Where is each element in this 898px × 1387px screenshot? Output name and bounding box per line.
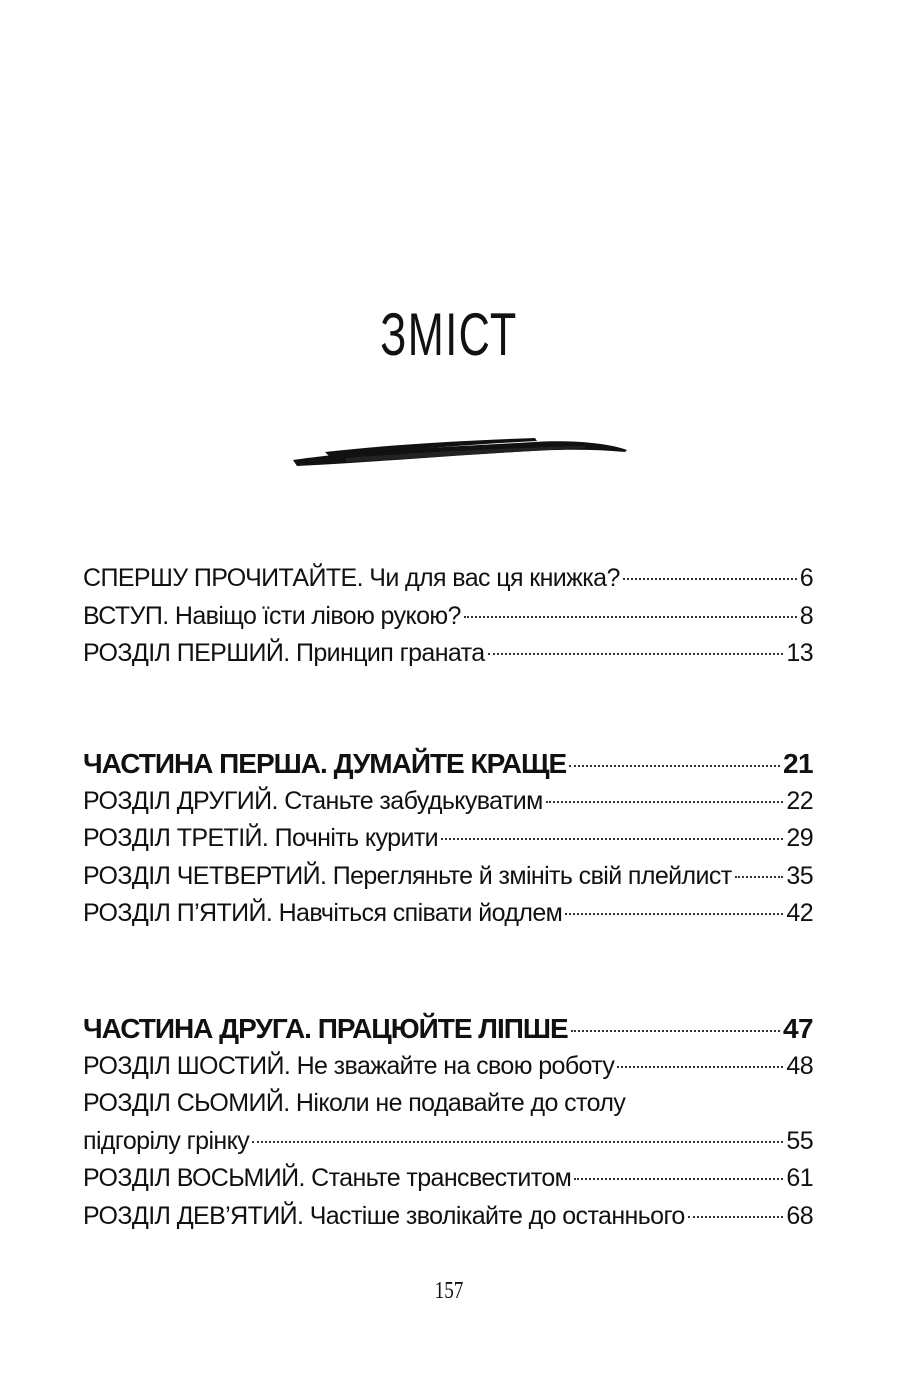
toc-part-heading[interactable] bbox=[83, 1010, 813, 1048]
dot-leader bbox=[488, 653, 784, 655]
dot-leader bbox=[252, 1141, 783, 1143]
dot-leader bbox=[617, 1066, 783, 1068]
toc-entry[interactable] bbox=[83, 858, 813, 896]
page-number: 157 bbox=[434, 1278, 464, 1304]
toc-entry-page: 35 bbox=[786, 861, 813, 890]
dot-leader bbox=[464, 616, 797, 618]
brush-stroke-divider bbox=[285, 430, 630, 470]
toc-entry[interactable] bbox=[83, 895, 813, 933]
toc-entry-title: ВСТУП. Навіщо їсти лівою рукою? bbox=[83, 601, 461, 630]
toc-entry[interactable] bbox=[83, 560, 813, 598]
toc-entry[interactable] bbox=[83, 783, 813, 821]
toc-entry[interactable] bbox=[83, 1160, 813, 1198]
dot-leader bbox=[688, 1216, 784, 1218]
toc-entry-page: 42 bbox=[786, 899, 813, 927]
dot-leader bbox=[571, 1030, 780, 1032]
toc-part-heading[interactable] bbox=[83, 745, 813, 783]
toc-entry[interactable] bbox=[83, 1198, 813, 1236]
toc-entry-page: 48 bbox=[786, 1051, 813, 1080]
toc-entry-page: 29 bbox=[786, 824, 813, 852]
dot-leader bbox=[623, 578, 797, 580]
toc-group-intro bbox=[83, 560, 813, 673]
toc-part-title: ЧАСТИНА ПЕРША. ДУМАЙТЕ КРАЩЕ bbox=[83, 748, 567, 779]
toc-entry-page: 8 bbox=[799, 601, 813, 630]
toc-part-page: 21 bbox=[783, 748, 813, 779]
toc-entry-page: 61 bbox=[786, 1164, 813, 1192]
toc-entry-title: РОЗДІЛ ДЕВ’ЯТИЙ. Частіше зволікайте до останнього bbox=[83, 1201, 685, 1230]
dot-leader bbox=[735, 876, 784, 878]
toc-entry-first-line[interactable] bbox=[83, 1085, 813, 1123]
dot-leader bbox=[565, 913, 783, 915]
toc-entry-title: РОЗДІЛ ШОСТИЙ. Не зважайте на свою роботу bbox=[83, 1051, 615, 1080]
toc-entry-title: РОЗДІЛ ПЕРШИЙ. Принцип граната bbox=[83, 639, 485, 667]
toc-entry[interactable] bbox=[83, 598, 813, 636]
toc-entry-page: 6 bbox=[799, 564, 813, 592]
toc-entry-page: 55 bbox=[786, 1126, 813, 1155]
toc-group-part-two bbox=[83, 1010, 813, 1235]
toc-entry[interactable] bbox=[83, 1048, 813, 1086]
toc-entry-continuation[interactable] bbox=[83, 1123, 813, 1161]
toc-entry-title: РОЗДІЛ ЧЕТВЕРТИЙ. Перегляньте й змініть свій плейлист bbox=[83, 861, 732, 890]
toc-entry-title: РОЗДІЛ ВОСЬМИЙ. Станьте трансвеститом bbox=[83, 1164, 572, 1192]
dot-leader bbox=[441, 838, 783, 840]
toc-entry-title: РОЗДІЛ СЬОМИЙ. Ніколи не подавайте до столу bbox=[83, 1089, 626, 1117]
toc-entry-title: СПЕРШУ ПРОЧИТАЙТЕ. Чи для вас ця книжка? bbox=[83, 564, 620, 592]
toc-entry-page: 22 bbox=[786, 786, 813, 815]
page-title: ЗМІСТ bbox=[380, 301, 518, 368]
toc-part-title: ЧАСТИНА ДРУГА. ПРАЦЮЙТЕ ЛІПШЕ bbox=[83, 1013, 568, 1044]
toc-entry-page: 68 bbox=[786, 1201, 813, 1230]
dot-leader bbox=[569, 765, 780, 767]
toc-part-page: 47 bbox=[783, 1013, 813, 1044]
toc-entry[interactable] bbox=[83, 820, 813, 858]
toc-entry-title: РОЗДІЛ ТРЕТІЙ. Почніть курити bbox=[83, 824, 439, 852]
toc-entry-title: РОЗДІЛ П’ЯТИЙ. Навчіться співати йодлем bbox=[83, 899, 563, 927]
toc-group-part-one bbox=[83, 745, 813, 933]
dot-leader bbox=[546, 801, 784, 803]
dot-leader bbox=[574, 1178, 783, 1180]
toc-entry-title: підгорілу грінку bbox=[83, 1126, 250, 1155]
toc-entry-title: РОЗДІЛ ДРУГИЙ. Станьте забудькуватим bbox=[83, 786, 543, 815]
toc-entry-page: 13 bbox=[786, 639, 813, 667]
toc-entry[interactable] bbox=[83, 635, 813, 673]
